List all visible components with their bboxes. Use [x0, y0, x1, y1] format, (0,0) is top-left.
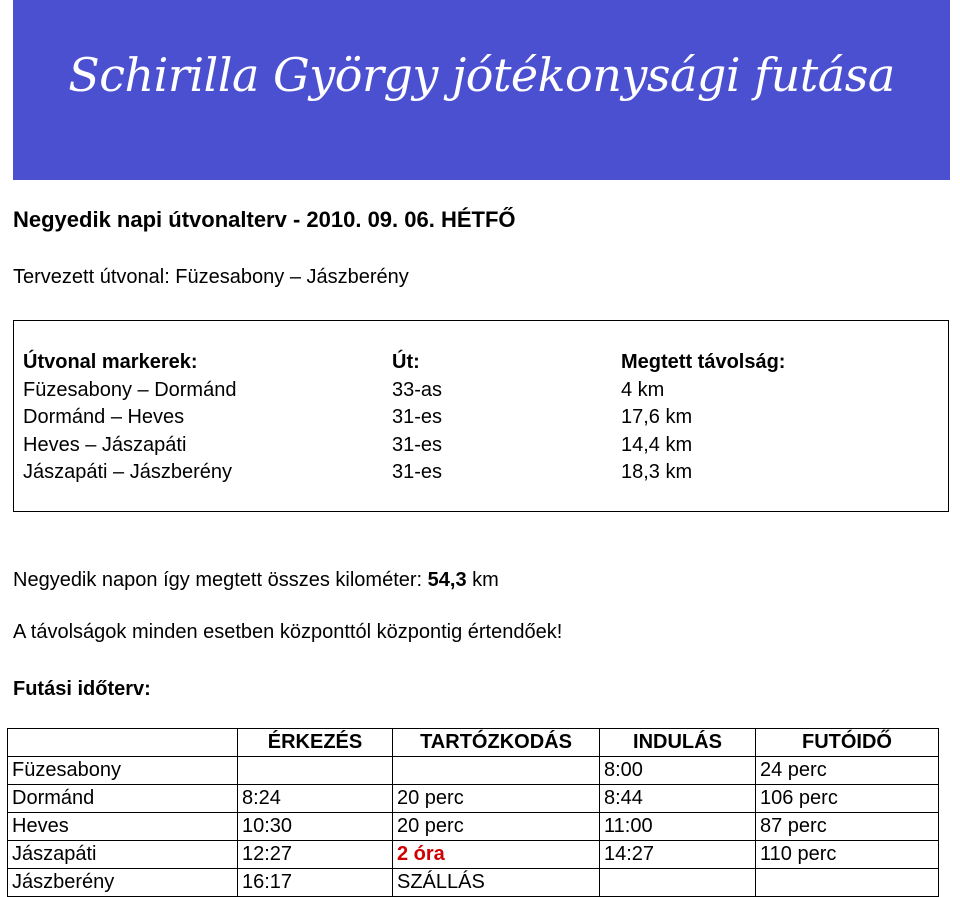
- schedule-runtime: 24 perc: [756, 757, 939, 785]
- schedule-arrival: [238, 757, 393, 785]
- schedule-arrival: 16:17: [238, 869, 393, 897]
- schedule-arrival: 8:24: [238, 785, 393, 813]
- total-distance: [13, 569, 499, 592]
- route-markers-table: [23, 349, 785, 487]
- route-distance: 18,3 km: [621, 461, 693, 483]
- route-distance: 14,4 km: [621, 433, 693, 456]
- schedule-runtime: 106 perc: [756, 785, 939, 813]
- schedule-departure: [600, 869, 756, 897]
- route-header-row: [23, 349, 785, 377]
- total-value: 54,3: [427, 569, 467, 591]
- schedule-header-row: [8, 729, 939, 757]
- schedule-place: Jászberény: [8, 869, 238, 897]
- schedule-place: Füzesabony: [8, 757, 238, 785]
- route-distance: 17,6 km: [621, 406, 693, 428]
- route-segment: Jászapáti – Jászberény: [23, 461, 233, 483]
- route-segment: Heves – Jászapáti: [23, 433, 187, 456]
- schedule-runtime: [756, 869, 939, 897]
- schedule-departure: 8:44: [600, 785, 756, 813]
- schedule-stay: 20 perc: [393, 785, 600, 813]
- route-row: [23, 404, 785, 432]
- route-segment: Füzesabony – Dormánd: [23, 378, 237, 401]
- schedule-table: [7, 728, 939, 897]
- route-row: [23, 459, 785, 487]
- schedule-arrival: 10:30: [238, 813, 393, 841]
- schedule-arrival: 12:27: [238, 841, 393, 869]
- schedule-header-place: [8, 729, 238, 757]
- route-row: [23, 377, 785, 405]
- schedule-stay-highlight: 2 óra: [393, 841, 600, 869]
- schedule-departure: 11:00: [600, 813, 756, 841]
- table-row: [8, 785, 939, 813]
- route-road: 31-es: [392, 406, 443, 428]
- schedule-departure: 14:27: [600, 841, 756, 869]
- route-road: 31-es: [392, 433, 443, 456]
- table-row: [8, 841, 939, 869]
- schedule-runtime: 87 perc: [756, 813, 939, 841]
- schedule-place: Jászapáti: [8, 841, 238, 869]
- schedule-place: Heves: [8, 813, 238, 841]
- schedule-header-arrival: ÉRKEZÉS: [238, 729, 393, 757]
- schedule-place: Dormánd: [8, 785, 238, 813]
- day-title: Negyedik napi útvonalterv - 2010. 09. 06. HÉTFŐ: [13, 207, 516, 232]
- schedule-stay: SZÁLLÁS: [393, 869, 600, 897]
- schedule-runtime: 110 perc: [756, 841, 939, 869]
- schedule-title: Futási időterv:: [13, 678, 151, 700]
- route-road: 33-as: [392, 378, 443, 401]
- schedule-header-departure: INDULÁS: [600, 729, 756, 757]
- route-segment: Dormánd – Heves: [23, 406, 185, 428]
- route-header-distance: Megtett távolság:: [621, 351, 786, 373]
- total-label: Negyedik napon így megtett összes kilométer:: [13, 569, 423, 591]
- route-markers-box: [13, 320, 949, 512]
- banner-title: Schirilla György jótékonysági futása: [68, 48, 895, 102]
- route-distance: 4 km: [621, 378, 665, 401]
- planned-route: Tervezett útvonal: Füzesabony – Jászberény: [13, 266, 409, 288]
- schedule-stay: [393, 757, 600, 785]
- schedule-departure: 8:00: [600, 757, 756, 785]
- schedule-header-stay: TARTÓZKODÁS: [393, 729, 600, 757]
- distance-note: A távolságok minden esetben központtól központig értendőek!: [13, 621, 563, 643]
- header-banner: [13, 0, 950, 180]
- table-row: [8, 757, 939, 785]
- route-road: 31-es: [392, 461, 443, 483]
- table-row: [8, 869, 939, 897]
- schedule-stay: 20 perc: [393, 813, 600, 841]
- route-header-road: Út:: [392, 351, 420, 373]
- route-row: [23, 432, 785, 460]
- schedule-header-runtime: FUTÓIDŐ: [756, 729, 939, 757]
- total-unit: km: [472, 569, 499, 591]
- table-row: [8, 813, 939, 841]
- route-header-markers: Útvonal markerek:: [23, 351, 198, 373]
